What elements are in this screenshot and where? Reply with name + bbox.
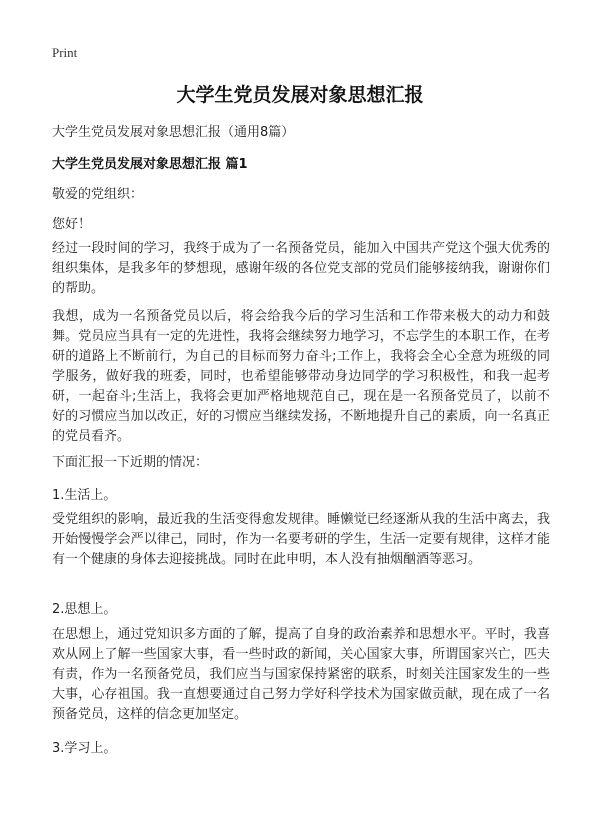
salutation: 敬爱的党组织： (52, 187, 144, 202)
section-life-body: 受党组织的影响，最近我的生活变得愈发规律。睡懒觉已经逐渐从我的生活中离去，我开始慢慢学会严以律己，同时，作为一名要考研的学生，生活一定要有规律，这样才能有一个健康的身体去迎接挑战。同时在此申明，本人没有抽烟酗酒等恶习。 (52, 512, 550, 567)
section-life-heading: 1.生活上。 (52, 488, 117, 503)
greeting: 您好！ (52, 217, 92, 232)
section-heading: 大学生党员发展对象思想汇报 篇1 (52, 157, 248, 172)
print-link[interactable]: Print (52, 45, 78, 60)
document-title: 大学生党员发展对象思想汇报 (176, 84, 424, 106)
paragraph-intro: 经过一段时间的学习，我终于成为了一名预备党员，能加入中国共产党这个强大优秀的组织集体，是我多年的梦想现，感谢年级的各位党支部的党员们能够接纳我，谢谢你们的帮助。 (52, 241, 550, 296)
paragraph-commitment: 我想，成为一名预备党员以后，将会给我今后的学习生活和工作带来极大的动力和鼓舞。党员应当具有一定的先进性，我将会继续努力地学习，不忘学生的本职工作，在考研的道路上不断前行，为自己的目标而努力奋斗;工作上，我将会全心全意为班级的同学服务，做好我的班委，同时，也希望能够带动身边同学的学习积极性，和我一起考研，一起奋斗;生活上，我将会更加严格地规范自己，现在是一名预备党员了，以前不好的习惯应当加以改正，好的习惯应当继续发扬，不断地提升自己的素质，向一名真正的党员看齐。 (52, 309, 550, 444)
section-study-heading: 3.学习上。 (52, 741, 117, 756)
section-thought-heading: 2.思想上。 (52, 602, 117, 617)
recent-report-intro: 下面汇报一下近期的情况： (52, 455, 209, 470)
document-subtitle: 大学生党员发展对象思想汇报（通用8篇） (52, 125, 295, 140)
section-thought-body: 在思想上，通过党知识多方面的了解，提高了自身的政治素养和思想水平。平时，我喜欢从网上了解一些国家大事，看一些时政的新闻，关心国家大事，所谓国家兴亡，匹夫有责，作为一名预备党员，我们应当与国家保持紧密的联系，时刻关注国家发生的一些大事，心存祖国。我一直想要通过自己努力学好科学技术为国家做贡献，现在成了一名预备党员，这样的信念更加坚定。 (52, 627, 550, 722)
